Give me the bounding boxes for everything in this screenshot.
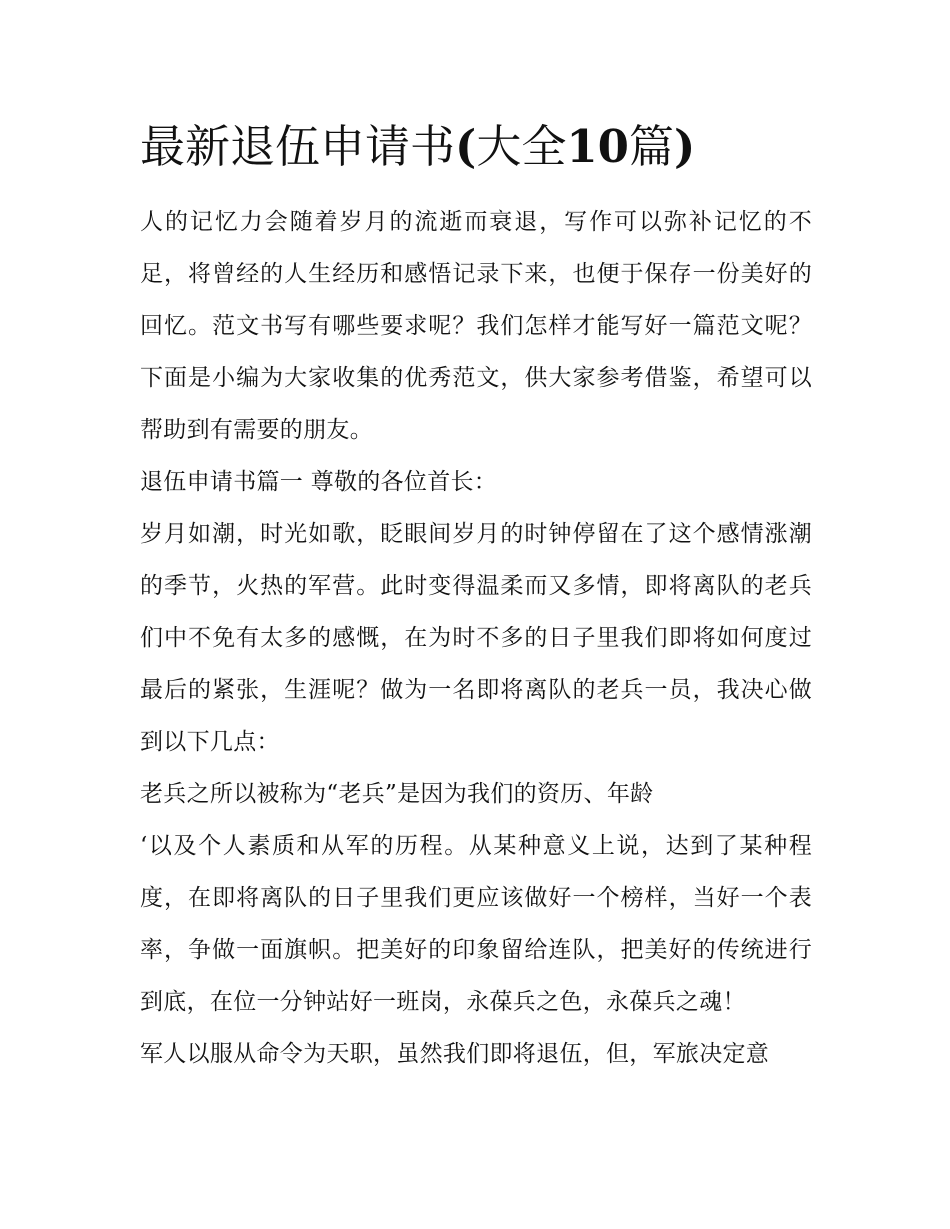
body-paragraph-4: 军人以服从命令为天职，虽然我们即将退伍，但，军旅决定意 (140, 1041, 770, 1067)
document-page (140, 112, 812, 1080)
body-paragraph-2: 老兵之所以被称为“老兵”是因为我们的资历、年龄 (140, 781, 654, 807)
title-daquan: 大全 (476, 120, 567, 173)
body-paragraph-3: ‘以及个人素质和从军的历程。从某种意义上说，达到了某种程度，在即将离队的日子里我们更应该做好一个榜样，当好一个表率，争做一面旗帜。把美好的印象留给连队，把美好的传统进行到底，在位一分钟站好一班岗，永葆兵之色，永葆兵之魂！ (140, 833, 812, 1015)
title-paren-open: ( (455, 120, 477, 173)
title-number: 10 (566, 120, 629, 173)
body-paragraph-1: 岁月如潮，时光如歌，眨眼间岁月的时钟停留在了这个感情涨潮的季节，火热的军营。此时变得温柔而又多情，即将离队的老兵们中不免有太多的感慨，在为时不多的日子里我们即将如何度过最后的紧张，生涯呢？做为一名即将离队的老兵一员，我决心做到以下几点： (140, 521, 812, 755)
section-heading-1: 退伍申请书篇一 尊敬的各位首长： (140, 469, 498, 495)
title-main: 最新退伍申请书 (140, 120, 456, 173)
title-pian: 篇 (628, 120, 674, 173)
title-paren-close: ) (673, 120, 696, 173)
document-title (140, 112, 812, 182)
intro-paragraph: 人的记忆力会随着岁月的流逝而衰退，写作可以弥补记忆的不足，将曾经的人生经历和感悟记录下来，也便于保存一份美好的回忆。范文书写有哪些要求呢？我们怎样才能写好一篇范文呢？下面是小编为大家收集的优秀范文，供大家参考借鉴，希望可以帮助到有需要的朋友。 (140, 209, 812, 443)
